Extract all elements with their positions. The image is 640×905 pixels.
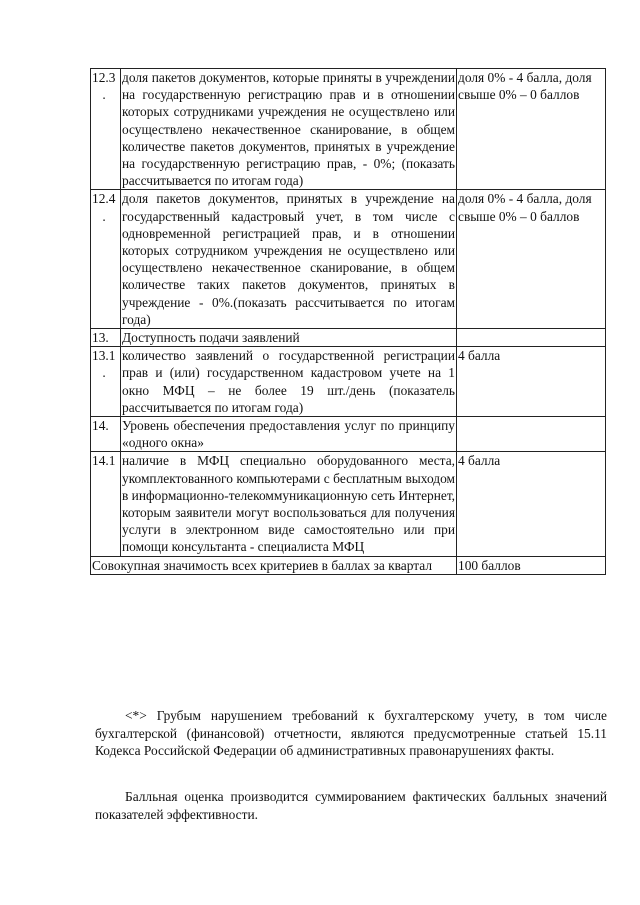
total-value: 100 баллов xyxy=(457,556,606,574)
row-number-cell xyxy=(91,452,121,556)
row-number: 13.1 xyxy=(92,348,116,364)
table-row xyxy=(91,190,606,329)
criterion-score: доля 0% - 4 балла, доля свыше 0% – 0 баллов xyxy=(457,190,606,329)
row-number: 14. xyxy=(92,418,109,434)
row-number-dot: . xyxy=(102,365,106,381)
criterion-score: 4 балла xyxy=(457,452,606,556)
table-row xyxy=(91,69,606,190)
footnote-scoring: Балльная оценка производится суммированием фактических балльных значений показателей эффективности. xyxy=(95,789,607,822)
section-heading: Уровень обеспечения предоставления услуг по принципу «одного окна» xyxy=(122,418,455,451)
row-number-cell xyxy=(91,347,121,417)
total-row xyxy=(91,556,606,574)
row-number-cell xyxy=(91,69,121,190)
criterion-score: 4 балла xyxy=(457,347,606,417)
criterion-description: количество заявлений о государственной регистрации прав и (или) государственном кадастровом учете на 1 окно МФЦ – не более 19 шт./день (показатель рассчитывается по итогам года) xyxy=(122,348,455,415)
row-number-dot: . xyxy=(102,87,106,103)
row-number-dot: . xyxy=(102,208,106,224)
row-number-cell xyxy=(91,329,121,347)
row-number: 14.1 xyxy=(92,453,116,469)
row-number: 12.3 xyxy=(92,70,116,85)
criterion-description: доля пакетов документов, принятых в учреждение на государственный кадастровый учет, в том числе с одновременной регистрацией прав, и в отношении которых сотрудником учреждения не осуществлено или осуществлено некачественное сканирование, в общем количестве таких пакетов документов, принятых в учреждение - 0%.(показать рассчитывается по итогам года) xyxy=(122,191,455,327)
footnote-violation: <*> Грубым нарушением требований к бухгалтерскому учету, в том числе бухгалтерской (финансовой) отчетности, являются предусмотренные статьей 15.11 Кодекса Российской Федерации об административных правонарушениях факты. xyxy=(95,708,607,758)
section-heading: Доступность подачи заявлений xyxy=(121,329,457,347)
table-row xyxy=(91,452,606,556)
criterion-score xyxy=(457,329,606,347)
criterion-description: доля пакетов документов, которые приняты в учреждении на государственную регистрацию прав и в отношении которых сотрудниками учреждения не осуществлено или осуществлено некачественное сканирование, в общем количестве пакетов документов, принятых в учреждение на государственную регистрацию прав, - 0%; (показать рассчитывается по итогам года) xyxy=(122,70,455,189)
table-row xyxy=(91,329,606,347)
criterion-description: наличие в МФЦ специально оборудованного места, укомплектованного компьютерами с бесплатным выходом в информационно-телекоммуникационную сеть Интернет, которым заявители могут воспользоваться для получения услуги в электронном виде самостоятельно или при помощи консультанта - специалиста МФЦ xyxy=(122,453,456,555)
criterion-score xyxy=(457,417,606,452)
criteria-table xyxy=(90,68,606,575)
criterion-score: доля 0% - 4 балла, доля свыше 0% – 0 баллов xyxy=(457,69,606,190)
table-row xyxy=(91,347,606,417)
row-number: 12.4 xyxy=(92,191,116,207)
row-number: 13. xyxy=(92,330,109,346)
table-row xyxy=(91,417,606,452)
total-label: Совокупная значимость всех критериев в баллах за квартал xyxy=(91,556,457,574)
row-number-cell xyxy=(91,190,121,329)
row-number-cell xyxy=(91,417,121,452)
